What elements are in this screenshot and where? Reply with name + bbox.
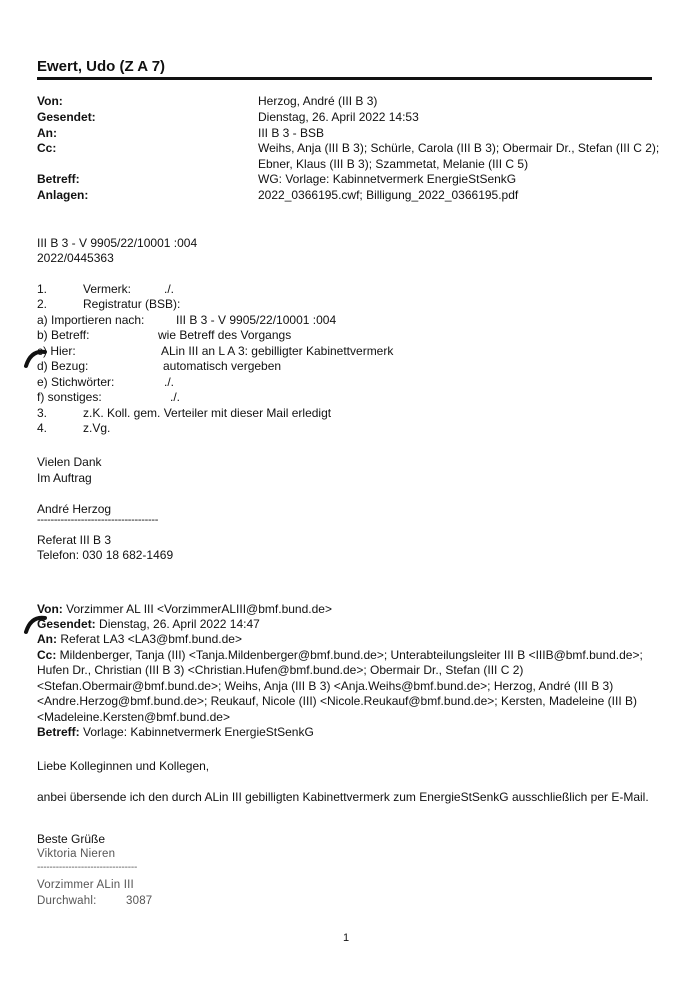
fwd-gesendet-value: Dienstag, 26. April 2022 14:47 xyxy=(95,617,260,631)
fwd-von-label: Von: xyxy=(37,602,63,616)
list-item-value: ALin III an L A 3: gebilligter Kabinettvermerk xyxy=(161,344,394,358)
signature-separator: ------------------------------------ xyxy=(37,514,159,526)
header-label-betreff: Betreff: xyxy=(37,172,80,186)
reference-number: 2022/0445363 xyxy=(37,251,114,265)
list-item-label: 1. xyxy=(37,282,48,296)
author-department: Referat III B 3 xyxy=(37,533,112,547)
header-label-cc: Cc: xyxy=(37,141,57,155)
fwd-cc-value: Mildenberger, Tanja (III) <Tanja.Mildenberger@bmf.bund.de>; Unterabteilungsleiter III B <IIIB@bmf.bund.de>; xyxy=(56,648,643,662)
list-item-label: c) Hier: xyxy=(37,344,76,358)
list-item-label: 4. xyxy=(37,421,48,435)
list-item-value: ./. xyxy=(170,390,181,404)
list-item-text: z.K. Koll. gem. Verteiler mit dieser Mail erledigt xyxy=(83,406,332,420)
list-item-label: f) sonstiges: xyxy=(37,390,102,404)
header-value-gesendet: Dienstag, 26. April 2022 14:53 xyxy=(258,110,419,124)
fwd-cc-line: <Madeleine.Kersten@bmf.bund.de> xyxy=(37,710,230,724)
list-item-label: e) Stichwörter: xyxy=(37,375,115,389)
body-text: anbei übersende ich den durch ALin III gebilligten Kabinettvermerk zum EnergieStSenkG ausschließlich per E-Mail. xyxy=(37,790,649,804)
header-value-von: Herzog, André (III B 3) xyxy=(258,94,378,108)
header-label-anlagen: Anlagen: xyxy=(37,188,89,202)
header-label-an: An: xyxy=(37,126,57,140)
fwd-von xyxy=(37,602,332,616)
header-value-cc-cont: Ebner, Klaus (III B 3); Szammetat, Melanie (III C 5) xyxy=(258,157,529,171)
fwd-betreff xyxy=(37,725,314,739)
header-value-betreff: WG: Vorlage: Kabinnetvermerk EnergieStSenkG xyxy=(258,172,517,186)
list-item-label: 3. xyxy=(37,406,48,420)
fwd-cc-line: Hufen Dr., Christian (III B 3) <Christian.Hufen@bmf.bund.de>; Obermair Dr., Stefan (III C 2) xyxy=(37,663,524,677)
fwd-cc-line: <Stefan.Obermair@bmf.bund.de>; Weihs, Anja (III B 3) <Anja.Weihs@bmf.bund.de>; Herzog, André (III B 3) xyxy=(37,679,614,693)
header-value-an: III B 3 - BSB xyxy=(258,126,325,140)
title-rule xyxy=(37,77,652,80)
header-label-von: Von: xyxy=(37,94,63,108)
list-item-label: b) Betreff: xyxy=(37,328,90,342)
closing-thanks: Vielen Dank xyxy=(37,455,102,469)
fwd-gesendet xyxy=(37,617,260,631)
list-item-label: a) Importieren nach: xyxy=(37,313,145,327)
sender-name: Ewert, Udo (Z A 7) xyxy=(37,58,166,75)
list-item-value: automatisch vergeben xyxy=(163,359,282,373)
page-number: 1 xyxy=(343,932,350,944)
reference-file: III B 3 - V 9905/22/10001 :004 xyxy=(37,236,198,250)
signer-separator: -------------------------------- xyxy=(37,862,138,873)
fwd-an-label: An: xyxy=(37,632,57,646)
fwd-cc xyxy=(37,648,643,662)
header-value-cc: Weihs, Anja (III B 3); Schürle, Carola (III B 3); Obermair Dr., Stefan (III C 2); xyxy=(258,141,660,155)
salutation: Liebe Kolleginnen und Kollegen, xyxy=(37,759,210,773)
author-name: André Herzog xyxy=(37,502,112,516)
list-item-text: Registratur (BSB): xyxy=(83,297,181,311)
signer-name: Viktoria Nieren xyxy=(37,848,116,860)
closing-auftrag: Im Auftrag xyxy=(37,471,92,485)
list-item-label: 2. xyxy=(37,297,48,311)
fwd-von-value: Vorzimmer AL III <VorzimmerALIII@bmf.bund.de> xyxy=(62,602,332,616)
fwd-an xyxy=(37,632,242,646)
list-item-text: Vermerk: xyxy=(83,282,132,296)
extension-value: 3087 xyxy=(126,895,153,907)
list-item-value: ./. xyxy=(164,375,175,389)
list-item-text: z.Vg. xyxy=(83,421,111,435)
list-item-value: ./. xyxy=(164,282,175,296)
header-value-anlagen: 2022_0366195.cwf; Billigung_2022_0366195.pdf xyxy=(258,188,519,202)
scan-mark-icon xyxy=(23,346,49,372)
author-phone: Telefon: 030 18 682-1469 xyxy=(37,548,174,562)
fwd-betreff-value: Vorlage: Kabinnetvermerk EnergieStSenkG xyxy=(79,725,314,739)
list-item-label: d) Bezug: xyxy=(37,359,89,373)
header-label-gesendet: Gesendet: xyxy=(37,110,96,124)
regards: Beste Grüße xyxy=(37,832,106,846)
fwd-gesendet-label: Gesendet: xyxy=(37,617,96,631)
office-name: Vorzimmer ALin III xyxy=(37,879,134,891)
list-item-value: wie Betreff des Vorgangs xyxy=(158,328,292,342)
fwd-cc-label: Cc: xyxy=(37,648,57,662)
list-item-value: III B 3 - V 9905/22/10001 :004 xyxy=(176,313,337,327)
fwd-an-value: Referat LA3 <LA3@bmf.bund.de> xyxy=(57,632,242,646)
fwd-cc-line: <Andre.Herzog@bmf.bund.de>; Reukauf, Nicole (III) <Nicole.Reukauf@bmf.bund.de>; Kersten, Madeleine (III B) xyxy=(37,694,638,708)
fwd-betreff-label: Betreff: xyxy=(37,725,80,739)
extension-label: Durchwahl: xyxy=(37,895,97,907)
